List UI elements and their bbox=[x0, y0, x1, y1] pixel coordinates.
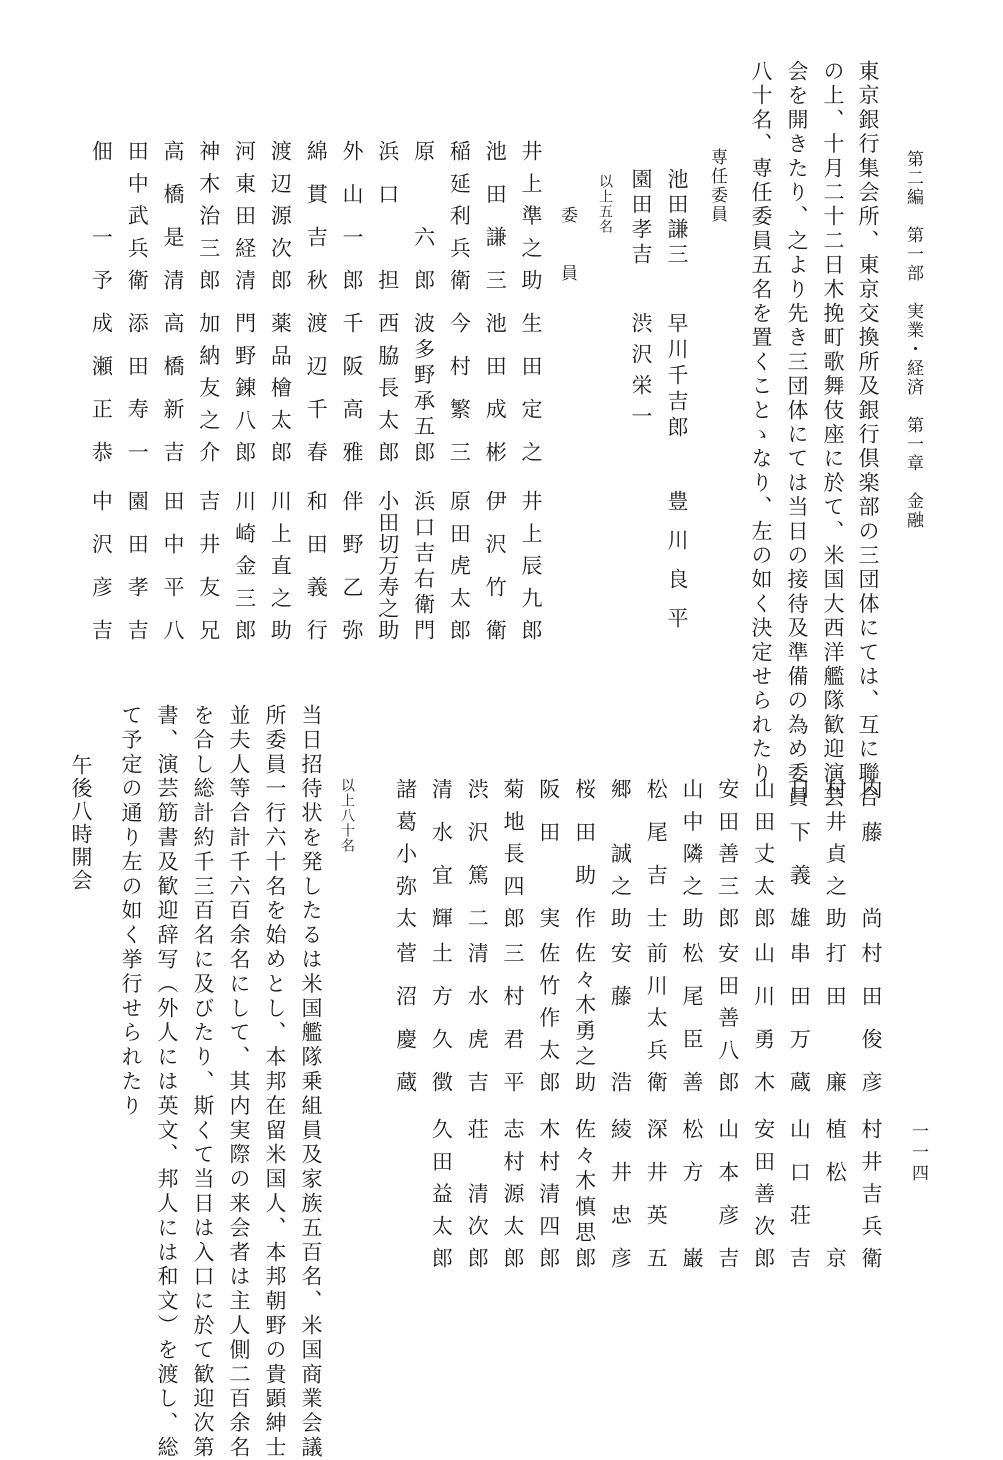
name-cell: 井上辰九郎 bbox=[519, 490, 543, 652]
name-cell: 諸葛小弥太 bbox=[393, 778, 418, 940]
iin-count: 以上八十名 bbox=[339, 778, 355, 853]
name-cell: 園田孝吉 bbox=[629, 168, 653, 268]
name-cell: 園田孝吉 bbox=[125, 490, 150, 662]
name-cell: 渡辺源次郎 bbox=[268, 140, 293, 302]
name-cell: 郷 誠之助 bbox=[608, 778, 633, 940]
name-cell: 中沢彦吉 bbox=[89, 490, 114, 662]
name-cell: 植松 京 bbox=[823, 1118, 848, 1290]
name-cell: 池田謙三 bbox=[665, 168, 689, 268]
name-cell: 稲延利兵衛 bbox=[447, 140, 472, 302]
name-cell: 清水虎吉 bbox=[465, 942, 490, 1114]
running-header: 第二編 第一部 実業・経済 第一章 金融 bbox=[903, 150, 923, 530]
senin-count: 以上五名 bbox=[597, 174, 613, 234]
name-cell: 三村君平 bbox=[501, 942, 525, 1114]
closing-line: 書、演芸筋書及歓迎辞写（外人には英文、邦人には和文）を渡し、総 bbox=[155, 704, 179, 1460]
name-cell: 小田切万寿之助 bbox=[375, 490, 400, 641]
name-cell: 綾井忠彦 bbox=[608, 1118, 633, 1290]
iin-heading: 委 員 bbox=[557, 206, 577, 293]
name-cell: 渋沢栄一 bbox=[629, 312, 653, 436]
name-cell: 門野錬八郎 bbox=[232, 312, 257, 474]
name-cell: 井上準之助 bbox=[519, 140, 543, 302]
name-cell: 原 六郎 bbox=[411, 140, 436, 312]
name-cell: 原田虎太郎 bbox=[447, 490, 472, 652]
name-cell: 豊川良平 bbox=[665, 490, 689, 646]
name-cell: 清水宜輝 bbox=[429, 778, 454, 950]
name-cell: 安田善三郎 bbox=[715, 778, 740, 940]
name-cell: 久田益太郎 bbox=[429, 1118, 454, 1280]
name-cell: 内藤 尚 bbox=[859, 778, 883, 950]
name-cell: 土方久徴 bbox=[429, 942, 454, 1114]
name-cell: 松尾吉士 bbox=[644, 778, 669, 950]
name-cell: 西脇長太郎 bbox=[375, 312, 400, 474]
name-cell: 浜口 担 bbox=[375, 140, 400, 312]
name-cell: 安田善次郎 bbox=[751, 1118, 776, 1280]
closing-line: 当日招待状を発したるは米国艦隊乗組員及家族五百名、米国商業会議 bbox=[299, 704, 323, 1460]
name-cell: 河東田経清 bbox=[232, 140, 257, 302]
name-cell: 串田万蔵 bbox=[787, 942, 812, 1114]
opening-time: 午後八時開会 bbox=[69, 754, 93, 892]
name-cell: 波多野承五郎 bbox=[411, 312, 436, 467]
intro-line: 東京銀行集会所、東京交換所及銀行倶楽部の三団体にては、互に聯合 bbox=[856, 60, 880, 811]
name-cell: 村井貞之助 bbox=[823, 778, 848, 940]
closing-line: を合し総計約千三百名に及びたり、斯くて当日は入口に於て歓迎次第 bbox=[191, 704, 215, 1460]
name-cell: 川崎金三郎 bbox=[232, 490, 257, 652]
name-cell: 加納友之介 bbox=[196, 312, 221, 474]
name-cell: 佐々木勇之助 bbox=[572, 942, 597, 1097]
name-cell: 佐々木慎思郎 bbox=[572, 1118, 597, 1273]
name-cell: 木村清四郎 bbox=[536, 1118, 561, 1280]
name-cell: 松方 巌 bbox=[680, 1118, 704, 1290]
name-cell: 高橋新吉 bbox=[161, 312, 185, 484]
intro-line: 八十名、専任委員五名を置くことゝなり、左の如く決定せられたり bbox=[749, 60, 773, 786]
name-cell: 深井英五 bbox=[644, 1118, 669, 1290]
name-cell: 早川千吉郎 bbox=[665, 312, 689, 442]
name-cell: 高橋是清 bbox=[161, 140, 185, 312]
name-cell: 田中平八 bbox=[161, 490, 185, 662]
name-cell: 佃 一予 bbox=[89, 140, 114, 312]
name-cell: 添田寿一 bbox=[125, 312, 150, 484]
name-cell: 吉井友兄 bbox=[196, 490, 221, 662]
name-cell: 安藤 浩 bbox=[608, 942, 633, 1114]
name-cell: 渡辺千春 bbox=[304, 312, 329, 484]
name-cell: 村井吉兵衛 bbox=[859, 1118, 883, 1280]
name-cell: 神木治三郎 bbox=[196, 140, 221, 302]
name-cell: 松尾臣善 bbox=[680, 942, 704, 1114]
name-cell: 伴野乙弥 bbox=[340, 490, 364, 662]
name-cell: 前川太兵衛 bbox=[644, 942, 669, 1104]
name-cell: 山田丈太郎 bbox=[751, 778, 776, 940]
name-cell: 山中隣之助 bbox=[680, 778, 704, 940]
name-cell: 薬品檜太郎 bbox=[268, 312, 293, 474]
name-cell: 成瀬正恭 bbox=[89, 312, 114, 484]
name-cell: 佐竹作太郎 bbox=[536, 942, 561, 1104]
name-cell: 菊地長四郎 bbox=[501, 778, 525, 940]
name-cell: 今村繁三 bbox=[447, 312, 472, 484]
name-cell: 浜口吉右衛門 bbox=[411, 490, 436, 645]
name-cell: 川上直之助 bbox=[268, 490, 293, 652]
name-cell: 打田 廉 bbox=[823, 942, 848, 1114]
name-cell: 生田定之 bbox=[519, 312, 543, 484]
name-cell: 池田謙三 bbox=[483, 140, 508, 312]
name-cell: 綿貫吉秋 bbox=[304, 140, 329, 312]
closing-line: 並夫人等合計千六百余名にして、其内実際の来会者は主人側二百余名 bbox=[227, 704, 251, 1460]
name-cell: 荘 清次郎 bbox=[465, 1118, 490, 1280]
closing-line: 所委員一行六十名を始めとし、本邦在留米国人、本邦朝野の貴顕紳士 bbox=[263, 704, 287, 1460]
name-cell: 村田俊彦 bbox=[859, 942, 883, 1114]
intro-line: の上、十月二十二日木挽町歌舞伎座に於て、米国大西洋艦隊歓迎演芸 bbox=[821, 60, 845, 811]
intro-line: 会を開きたり、之より先き三団体にては当日の接待及準備の為め委員 bbox=[785, 60, 809, 811]
name-cell: 池田成彬 bbox=[483, 312, 508, 484]
name-cell: 外山一郎 bbox=[340, 140, 364, 312]
name-cell: 山本彦吉 bbox=[715, 1118, 740, 1290]
name-cell: 安田善八郎 bbox=[715, 942, 740, 1104]
name-cell: 和田義行 bbox=[304, 490, 329, 662]
senin-heading: 専任委員 bbox=[707, 148, 727, 224]
name-cell: 山川勇木 bbox=[751, 942, 776, 1114]
name-cell: 渋沢篤二 bbox=[465, 778, 490, 950]
name-cell: 桜田助作 bbox=[572, 778, 597, 950]
name-cell: 伊沢竹衛 bbox=[483, 490, 508, 662]
page-number: 一一四 bbox=[908, 1122, 928, 1185]
name-cell: 山口荘吉 bbox=[787, 1118, 812, 1290]
closing-line: て予定の通り左の如く挙行せられたり bbox=[119, 704, 143, 1119]
name-cell: 千阪高雅 bbox=[340, 312, 364, 484]
name-cell: 田中武兵衛 bbox=[125, 140, 150, 302]
name-cell: 阪田 実 bbox=[536, 778, 561, 950]
name-cell: 菅沼慶蔵 bbox=[393, 942, 418, 1114]
name-cell: 志村源太郎 bbox=[501, 1118, 525, 1280]
name-cell: 日下義雄 bbox=[787, 778, 812, 950]
